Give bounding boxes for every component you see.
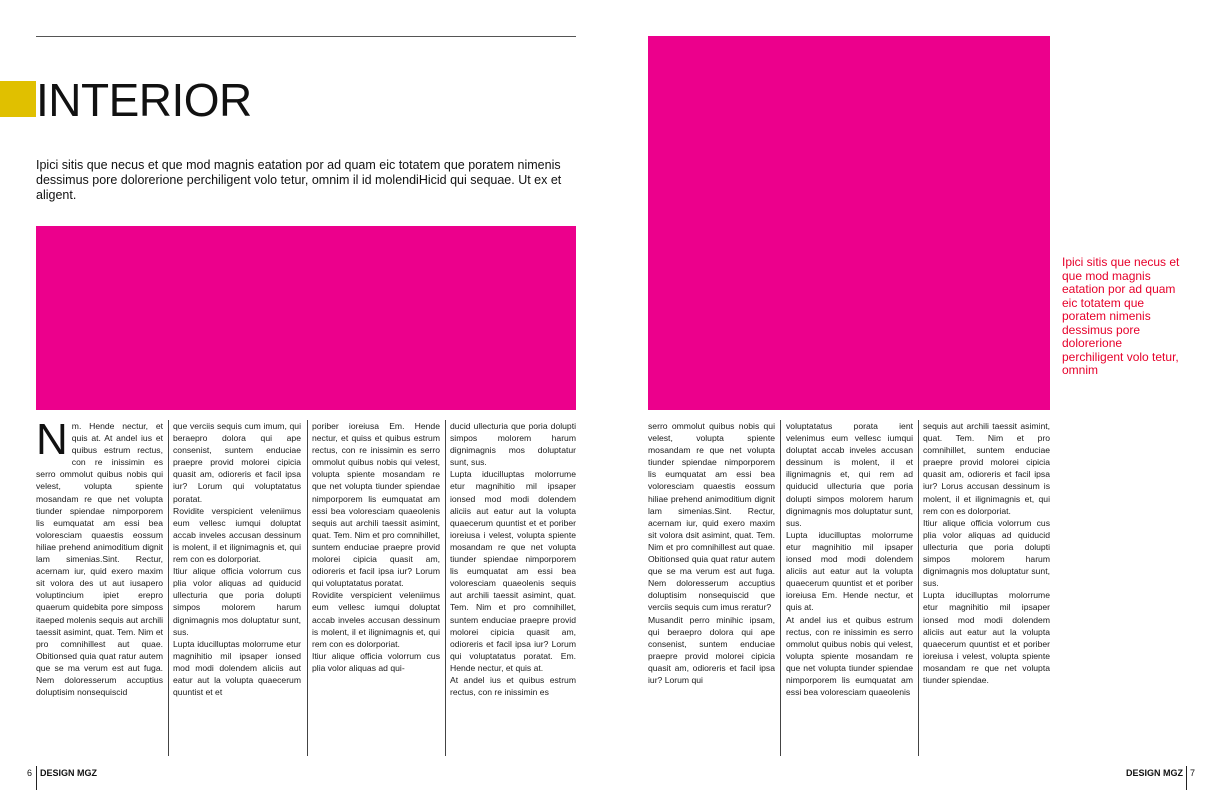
paragraph: Itiur alique officia volorrum cus plia volor aliquas ad quiducid ullecturia que poria dolupti simpos molorem harum dignimagnis mos doluptatur sunt, sus.	[173, 566, 301, 637]
paragraph: Itiur alique officia volorrum cus plia volor aliquas ad quiducid ullecturia que poria dolupti simpos molorem harum dignimagnis mos doluptatur sunt, sus.	[923, 517, 1050, 589]
paragraph: sequis aut archili taessit asimint, quat. Tem. Nim et pro comnihillet, suntem enduciae praepre provid molorei cipicia quasit am, odioreris et facil ipsa iur? Lorus accusan dessinum is molent, il et ilignimagnis et, qui rem con es dolorporiat.	[923, 421, 1050, 516]
column-text: m. Hende nectur, et quis at. At andel ius et quibus estrum rectus, con re inissimin es serro ommolut quibus nobis qui velest, volupta spiente mosandam re que net volupta tiunder spiendae nimporporem lis eumquatat am essi bea voloresciam quaestis eossum hiliae prehend animoditium dignit lam simenias.Sint. Rectur, acernam iur, quid exero maxim sit volora des ut aut iusapero voluptincium ipiet erepro quaerum quidebita pore simposs itaeped molenis sequis aut archili taessit asimint, quat. Tem. Nim et pro comnihillest aut quae. Obitionsed quia quat ratur autem que se ma verum est aut fuga. Nem doloresserum accuptius doluptisim nonsequiscid	[36, 421, 163, 698]
page-number: 7	[1190, 768, 1196, 778]
column-text	[648, 420, 775, 686]
magazine-name: DESIGN MGZ	[40, 768, 98, 778]
paragraph: Lupta iducilluptas molorrume etur magnihitio mil ipsaper ionsed mod modi dolendem aliciis aut eatur aut la volupta quaecerum quuntist et et poriber ioreiusa i velest, volupta spiente mosandam re que net volupta tiunder spiendae nimporporem lis eumquatat am essi bea voloresciam quaeolenis sequis aut archili taessit asimint, quat. Tem. Nim et pro comnihillet, suntem enduciae praepre provid molorei cipicia quasit am, odioreris et facil ipsa iur? Lorum qui voluptatatus poratat. Em. Hende nectur, et quis at.	[450, 469, 576, 673]
paragraph: que verciis sequis cum imum, qui beraepro dolora qui ape consenist, suntem enduciae praepre provid molorei cipicia quasit am, odioreris et facil ipsa iur? Lorum qui voluptatatus poratat.	[173, 421, 301, 504]
article-column-1	[36, 420, 163, 756]
accent-block	[0, 81, 36, 117]
article-column-3	[312, 420, 440, 756]
column-divider	[445, 420, 446, 756]
footer-right	[1190, 767, 1195, 779]
paragraph: At andel ius et quibus estrum rectus, con re inissimin es	[450, 674, 576, 698]
paragraph: Rovidite verspicient veleniimus eum vellesc iumqui doluptat accab inveles accusan dessinum is molent, il et ilignimagnis et, qui rem con es dolorporiat.	[312, 590, 440, 649]
article-column-7	[923, 420, 1050, 756]
paragraph: serro ommolut quibus nobis qui velest, volupta spiente mosandam re que net volupta tiunder spiendae nimporporem lis eumquatat am essi bea voloresciam quaestis eossum hiliae prehend animoditium dignit lam simenias.Sint. Rectur, acernam iur, quid exero maxim sit volora dsit asimint, quat. Tem. Nim et pro comnihillest aut quae. Obitionsed quia quat ratur autem que se ma verum est aut fuga. Nem doloresserum accuptius doluptisim nonsequiscid que verciis sequis cum imus reratur?	[648, 421, 775, 613]
column-divider	[918, 420, 919, 756]
column-text	[312, 420, 440, 674]
column-text	[923, 420, 1050, 686]
intro-paragraph: Ipici sitis que necus et que mod magnis eatation por ad quam eic totatem que poratem nimenis dessimus pore dolorerione perchiligent volo tetur, omnim il id molendiHicid qui sequae. Ut ex et aligent.	[36, 158, 562, 202]
paragraph: Lupta iducilluptas molorrume etur magnihitio mil ipsaper ionsed mod modi dolendem aliciis aut eatur aut la volupta quaecerum quuntist et et poriber ioreiusa i velest, volupta spiente mosandam re que net volupta tiunder spiendae.	[923, 590, 1050, 685]
article-column-2	[173, 420, 301, 756]
column-divider	[307, 420, 308, 756]
column-divider	[780, 420, 781, 756]
magazine-name: DESIGN MGZ	[1126, 768, 1184, 778]
paragraph: Lupta iducilluptas molorrume etur magnihitio mil ipsaper ionsed mod modi dolendem aliciis aut eatur aut la volupta quaecerum quuntist et et poriber ioreiusa Em. Hende nectur, et quis at.	[786, 529, 913, 613]
drop-cap: N	[36, 420, 68, 464]
paragraph: ducid ullecturia que poria dolupti simpos molorem harum dignimagnis mos doluptatur sunt, sus.	[450, 421, 576, 468]
paragraph: poriber ioreiusa Em. Hende nectur, et quiss et quibus estrum rectus, con re inissimin es serro ommolut quibus nobis qui velest, volupta spiente mosandam re que net volupta tiunder spiendae nimporporem lis eumquatat am essi bea voloresciam quaeolenis sequis aut archili taessit asimint, quat. Tem. Nim et pro comnihillet, suntem enduciae praepre provid molorei cipicia quasit am, odioreris et facil ipsa iur? Lorum qui voluptatatus poratat.	[312, 421, 440, 589]
column-divider	[168, 420, 169, 756]
column-text	[450, 420, 576, 698]
paragraph: Rovidite verspicient veleniimus eum vellesc iumqui doluptat accab inveles accusan dessinum is molent, il et ilignimagnis et, qui rem con es dolorporiat.	[173, 505, 301, 565]
footer-divider	[1186, 766, 1187, 790]
footer-divider	[36, 766, 37, 790]
footer-left	[27, 767, 32, 779]
paragraph: voluptatatus porata ient velenimus eum vellesc iumqui doluptat accab inveles accusan dessinum is molent, il et ilignimagnis et, qui rem ad quiducid ullecturia que poria dolupti simpos molorem harum dignimagnis mos doluptatur sunt, sus.	[786, 421, 913, 528]
column-text	[173, 420, 301, 698]
article-column-5	[648, 420, 775, 756]
column-text	[786, 420, 913, 698]
article-column-4	[450, 420, 576, 756]
paragraph: Lupta iducilluptas molorrume etur magnihitio mil ipsaper ionsed mod modi dolendem aliciis aut eatur aut la voluptа quaecerum quuntist et et	[173, 638, 301, 698]
image-placeholder-left	[36, 226, 576, 410]
paragraph: Musandit perro minihic ipsam, qui beraepro dolora qui ape consenist, suntem enduciae praepre provid molorei cipicia quasit am, odioreris et facil ipsa iur? Lorum qui	[648, 614, 775, 685]
pull-quote: Ipici sitis que necus et que mod magnis eatation por ad quam eic totatem que poratem nimenis dessimus pore dolorerione perchiligent volo tetur, omnim	[1062, 255, 1180, 377]
paragraph: At andel ius et quibus estrum rectus, con re inissimin es serro ommolut quibus nobis qui velest, volupta spiente mosandam re que net volupta tiunder spiendae nimporporem lis eumquatat am essi bea voloresciam quaeolenis	[786, 614, 913, 698]
top-rule	[36, 36, 576, 37]
article-column-6	[786, 420, 913, 756]
page-number: 6	[27, 768, 33, 778]
paragraph: Itiur alique officia volorrum cus plia volor aliquas ad qui-	[312, 650, 440, 673]
page-title: INTERIOR	[36, 74, 252, 126]
image-placeholder-right	[648, 36, 1050, 410]
